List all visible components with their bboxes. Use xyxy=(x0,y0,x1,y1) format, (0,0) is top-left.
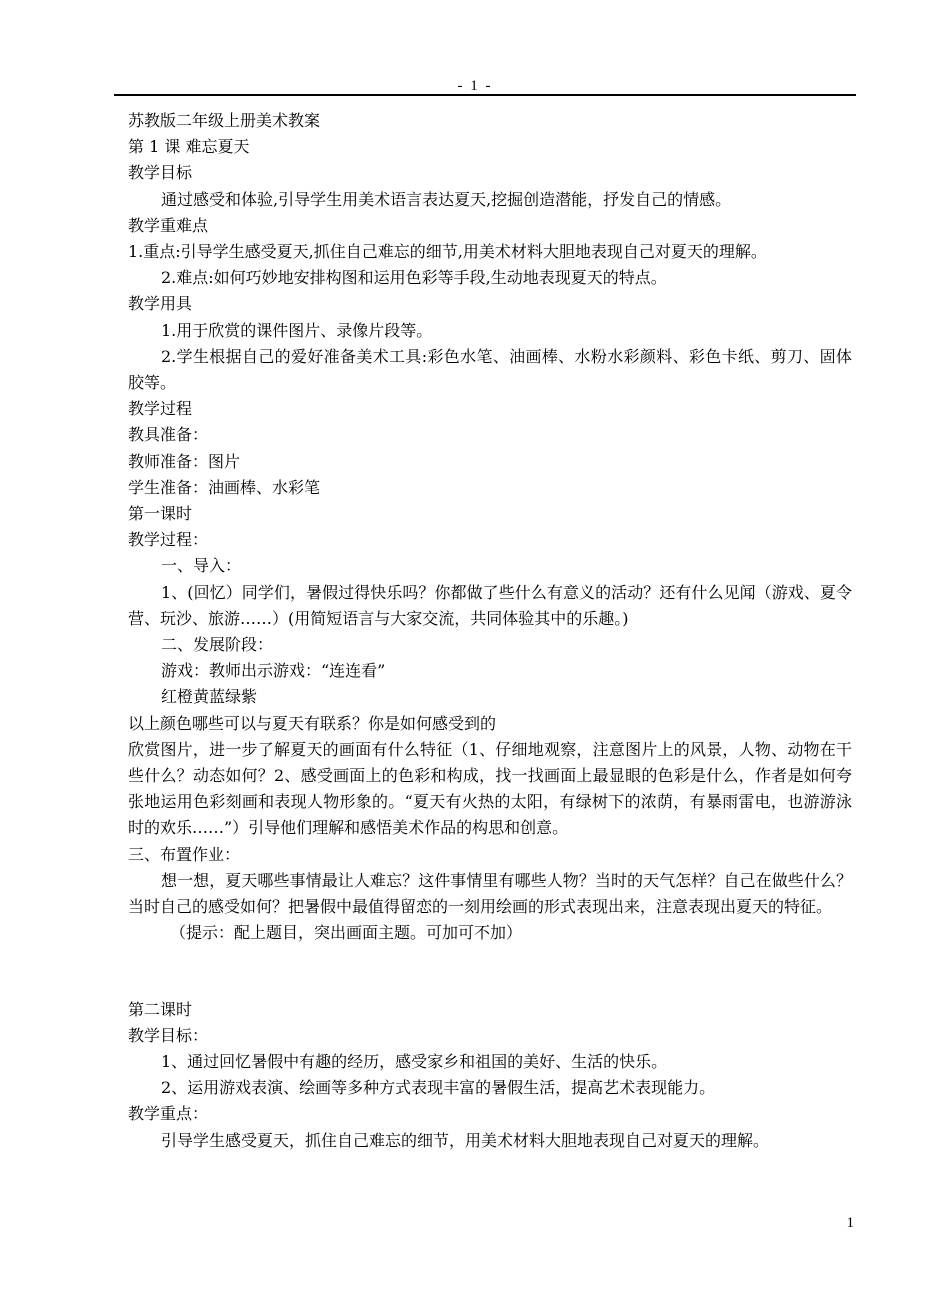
header-rule xyxy=(114,94,856,96)
document-title: 苏教版二年级上册美术教案 xyxy=(128,111,321,130)
paragraph: 红橙黄蓝绿紫 xyxy=(161,687,258,707)
paragraph: 想一想，夏天哪些事情最让人难忘？这件事情里有哪些人物？当时的天气怎样？自己在做些什么？当时自己的感受如何？把暑假中最值得留恋的一刻用绘画的形式表现出来，注意表现出夏天的特征。 xyxy=(128,870,852,917)
paragraph: 1.重点:引导学生感受夏天,抓住自己难忘的细节,用美术材料大胆地表现自己对夏天的理解。 xyxy=(128,242,767,262)
section-heading: 教学目标 xyxy=(128,163,193,183)
paragraph: 2.难点:如何巧妙地安排构图和运用色彩等手段,生动地表现夏天的特点。 xyxy=(161,268,667,288)
section-heading: 教学过程： xyxy=(128,530,209,550)
page-footer-number: 1 xyxy=(846,1215,854,1231)
section-heading: 教学重难点 xyxy=(128,215,209,235)
section-heading: 三、布置作业： xyxy=(128,844,241,864)
paragraph: 1、(回忆）同学们，暑假过得快乐吗？你都做了些什么有意义的活动？还有什么见闻（游戏、夏令营、玩沙、旅游……）(用简短语言与大家交流，共同体验其中的乐趣。) xyxy=(128,582,852,628)
section-heading: 第二课时 xyxy=(128,999,193,1019)
section-heading: 教学目标： xyxy=(128,1025,209,1045)
section-heading: 第一课时 xyxy=(128,504,193,524)
paragraph: 教师准备：图片 xyxy=(128,451,241,471)
paragraph: 一、导入： xyxy=(161,556,242,576)
paragraph: 学生准备：油画棒、水彩笔 xyxy=(128,477,321,497)
section-heading: 教学用具 xyxy=(128,294,193,314)
lesson-title: 第 1 课 难忘夏天 xyxy=(128,137,250,157)
paragraph: 引导学生感受夏天，抓住自己难忘的细节，用美术材料大胆地表现自己对夏天的理解。 xyxy=(161,1130,770,1150)
paragraph: 1.用于欣赏的课件图片、录像片段等。 xyxy=(161,320,433,340)
section-heading: 教学重点： xyxy=(128,1104,209,1124)
paragraph: 以上颜色哪些可以与夏天有联系？你是如何感受到的 xyxy=(128,713,497,733)
page-header-number: - 1 - xyxy=(457,78,493,94)
paragraph: 欣赏图片，进一步了解夏天的画面有什么特征（1、仔细地观察，注意图片上的风景，人物、动物在干些什么？动态如何？2、感受画面上的色彩和构成，找一找画面上最显眼的色彩是什么，作者是如何夸张地运用色彩刻画和表现人物形象的。“夏天有火热的太阳，有绿树下的浓荫，有暴雨雷电，也游游泳时的欢乐……”）引导他们理解和感悟美术作品的构思和创意。 xyxy=(128,739,852,838)
document-body xyxy=(128,108,852,1154)
section-heading: 教学过程 xyxy=(128,399,193,419)
paragraph: 游戏：教师出示游戏：“连连看” xyxy=(161,661,386,681)
paragraph: 1、通过回忆暑假中有趣的经历，感受家乡和祖国的美好、生活的快乐。 xyxy=(161,1051,668,1071)
blank-gap xyxy=(128,947,852,997)
paragraph: 2、运用游戏表演、绘画等多种方式表现丰富的暑假生活，提高艺术表现能力。 xyxy=(161,1078,716,1098)
paragraph: 2.学生根据自己的爱好准备美术工具:彩色水笔、油画棒、水粉水彩颜料、彩色卡纸、剪刀、固体胶等。 xyxy=(128,346,852,393)
paragraph: 通过感受和体验,引导学生用美术语言表达夏天,挖掘创造潜能，抒发自己的情感。 xyxy=(161,189,732,209)
paragraph: 二、发展阶段： xyxy=(161,635,274,655)
paragraph: 教具准备： xyxy=(128,425,209,445)
paragraph: （提示：配上题目，突出画面主题。可加可不加） xyxy=(170,923,523,943)
